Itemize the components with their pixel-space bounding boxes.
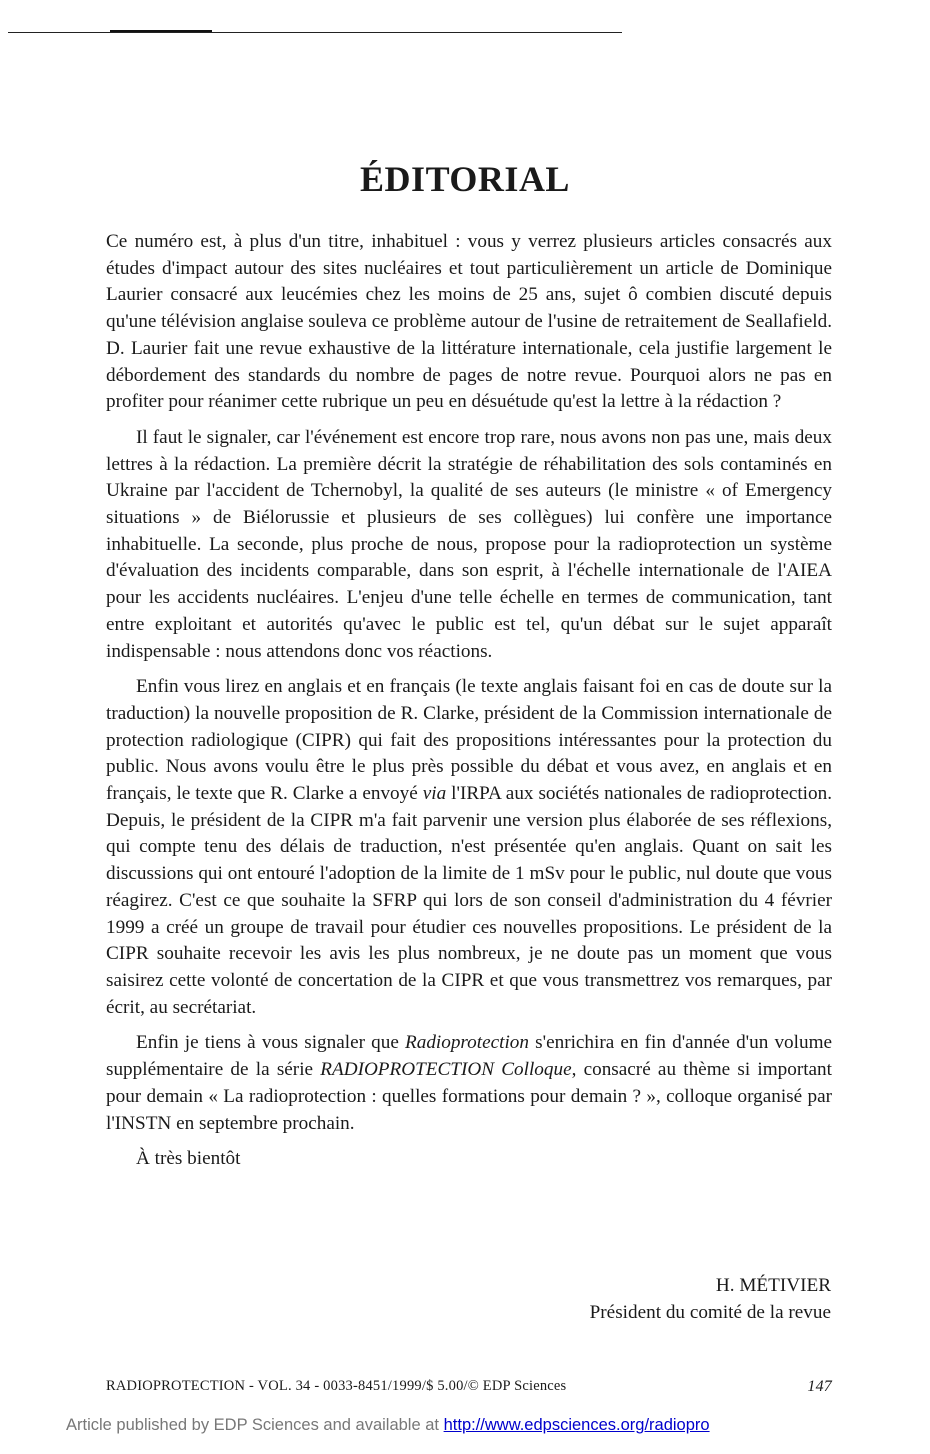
paragraph-4-part-c: , consacré au thème si important pour demain « La radioprotection : quelles formations pour demain ? », colloque organisé par l'INSTN en septembre prochain. bbox=[106, 1059, 832, 1134]
page-number: 147 bbox=[807, 1378, 832, 1395]
paragraph-4-part-a: Enfin je tiens à vous signaler que bbox=[136, 1032, 399, 1054]
author-role: Président du comité de la revue bbox=[589, 1302, 831, 1323]
paragraph-4-part-b: s'enrichira en fin d'année d'un volume supplémentaire de la série bbox=[106, 1032, 833, 1081]
signature-block bbox=[590, 1272, 831, 1326]
closing-line: À très bientôt bbox=[136, 1148, 241, 1170]
journal-citation: RADIOPROTECTION - VOL. 34 - 0033-8451/1999/$ 5.00/© EDP Sciences bbox=[106, 1378, 567, 1394]
journal-footer bbox=[106, 1378, 832, 1395]
paragraph-4-series-name: RADIOPROTECTION Colloque bbox=[320, 1059, 572, 1081]
publisher-note bbox=[66, 1416, 710, 1435]
header-rule bbox=[8, 32, 622, 33]
publisher-link[interactable]: http://www.edpsciences.org/radiopro bbox=[443, 1416, 710, 1434]
paragraph-3-part-b: l'IRPA aux sociétés nationales de radioprotection. Depuis, le président de la CIPR m'a fait parvenir une version plus élaborée de ses réflexions, qui compte tenu des délais de traduction, n'est présentée qu'en anglais. Quant on sait les discussions qui ont entouré l'adoption de la limite de 1 mSv pour le public, nul doute que vous réagirez. C'est ce que souhaite la SFRP qui lors de son conseil d'administration du 4 février 1999 a créé un groupe de travail pour étudier ces nouvelles propositions. Le président de la CIPR souhaite recevoir les avis les plus nombreux, je ne doute pas un moment que vous saisirez cette volonté de concertation de la CIPR et que vous transmettrez vos remarques, par écrit, au secrétariat. bbox=[106, 783, 833, 1018]
publisher-note-text: Article published by EDP Sciences and available at bbox=[66, 1416, 439, 1434]
paragraph-4 bbox=[106, 1030, 832, 1137]
author-name: H. MÉTIVIER bbox=[715, 1275, 831, 1296]
paragraph-1: Ce numéro est, à plus d'un titre, inhabituel : vous y verrez plusieurs articles consacrés aux études d'impact autour des sites nucléaires et tout particulièrement un article de Dominique Laurier consacré aux leucémies chez les moins de 25 ans, sujet ô combien discuté depuis qu'une télévision anglaise souleva ce problème autour de l'usine de retraitement de Seallafield. D. Laurier fait une revue exhaustive de la littérature internationale, cela justifie largement le débordement des standards du nombre de pages de notre revue. Pourquoi alors ne pas en profiter pour réanimer cette rubrique un peu en désuétude qu'est la lettre à la rédaction ? bbox=[106, 231, 832, 413]
paragraph-3 bbox=[106, 674, 832, 1021]
paragraph-3-part-a: Enfin vous lirez en anglais et en français (le texte anglais faisant foi en cas de doute sur la traduction) la nouvelle proposition de R. Clarke, président de la Commission internationale de protection radiologique (CIPR) qui fait des propositions intéressantes pour la protection du public. Nous avons voulu être le plus près possible du débat et vous avez, en anglais et en français, le texte que R. Clarke a envoyé bbox=[106, 676, 832, 805]
page-title: ÉDITORIAL bbox=[360, 159, 570, 199]
editorial-body bbox=[106, 229, 832, 1182]
paragraph-3-via: via bbox=[422, 783, 447, 805]
paragraph-2: Il faut le signaler, car l'événement est encore trop rare, nous avons non pas une, mais deux lettres à la rédaction. La première décrit la stratégie de réhabilitation des sols contaminés en Ukraine par l'accident de Tchernobyl, la qualité de ses auteurs (le ministre « of Emergency situations » de Biélorussie et plusieurs de ses collègues) lui confère une importance inhabituelle. La seconde, plus proche de nous, propose pour la radioprotection un système d'évaluation des incidents comparable, dans son esprit, à l'échelle internationale de l'AIEA pour les accidents nucléaires. L'enjeu d'une telle échelle en termes de communication, tant entre exploitant et autorités qu'avec le public est tel, qu'un débat sur le sujet apparaît indispensable : nous attendons donc vos réactions. bbox=[106, 426, 832, 662]
paragraph-4-journal-name: Radioprotection bbox=[405, 1032, 529, 1054]
header-rule-accent bbox=[110, 30, 212, 32]
